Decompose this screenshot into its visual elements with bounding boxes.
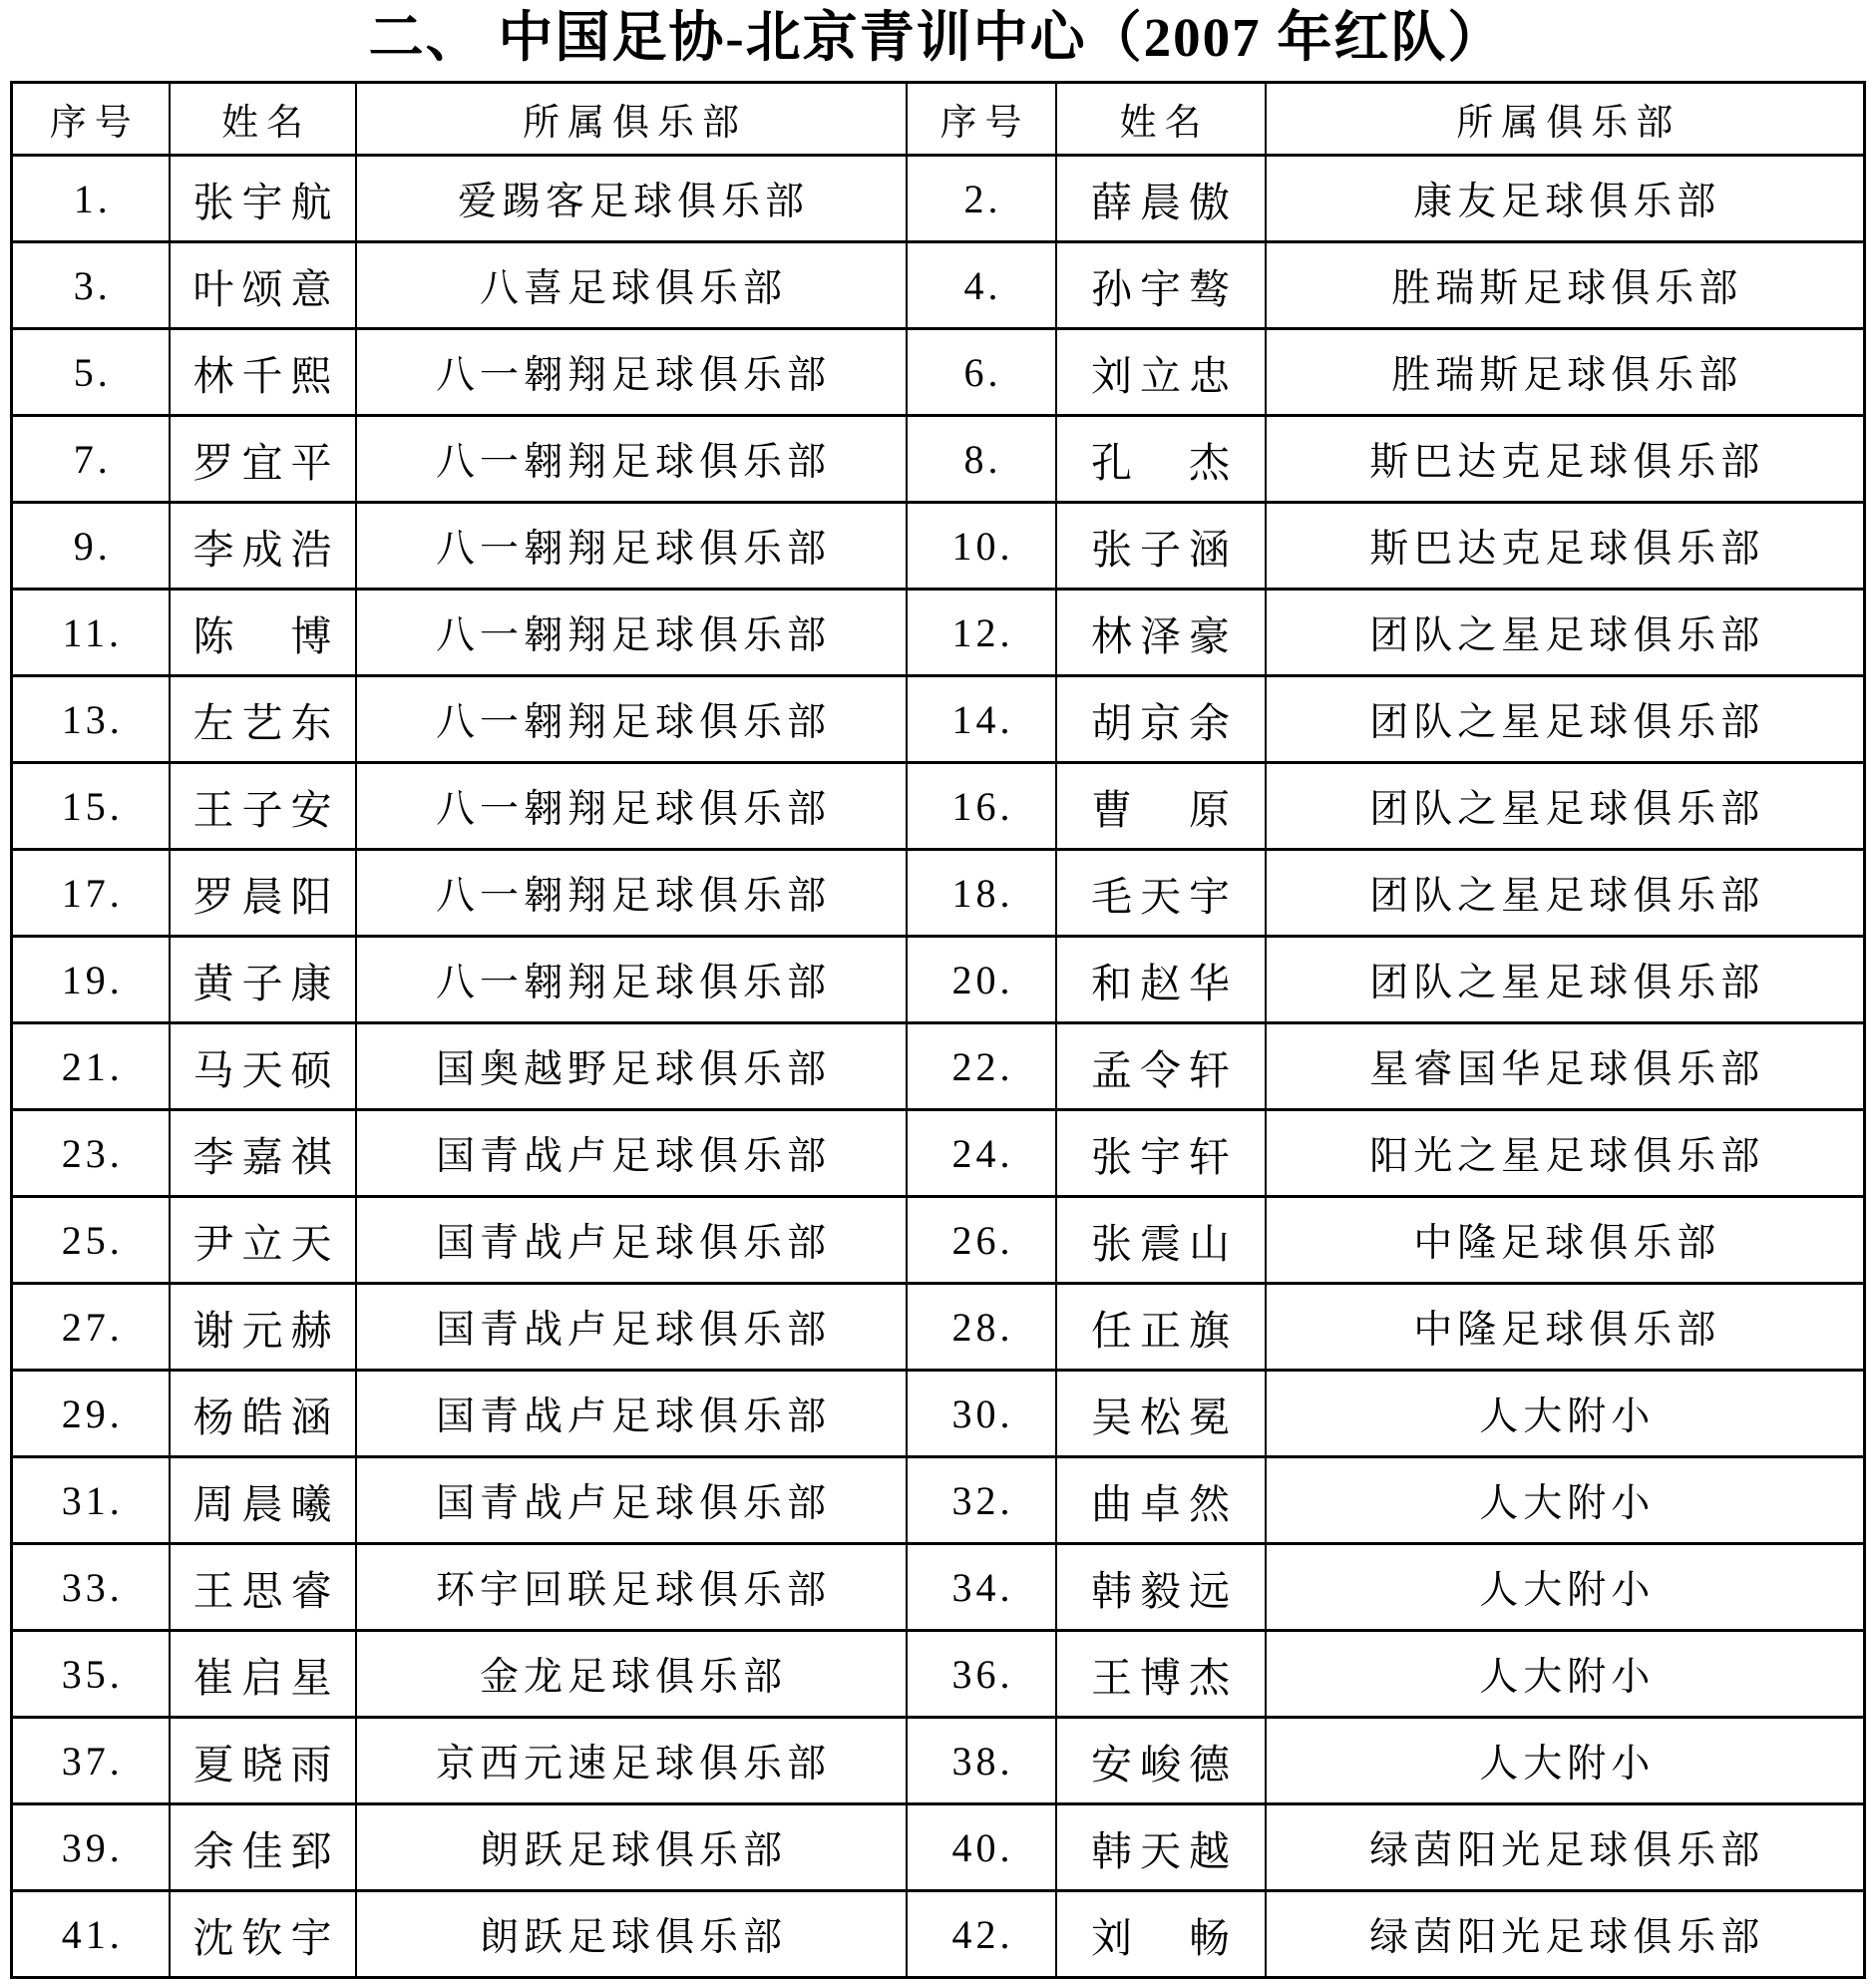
row-number-cell: 23. — [12, 1110, 170, 1197]
row-number-cell: 40. — [907, 1804, 1056, 1891]
table-row — [12, 1718, 1865, 1804]
club-name-cell: 阳光之星足球俱乐部 — [1266, 1110, 1865, 1197]
club-name-cell: 绿茵阳光足球俱乐部 — [1266, 1804, 1865, 1891]
roster-table — [10, 81, 1866, 1979]
club-name-cell: 斯巴达克足球俱乐部 — [1266, 416, 1865, 503]
player-name-cell: 孙宇骜 — [1056, 242, 1266, 329]
player-name-cell: 孟令轩 — [1056, 1023, 1266, 1110]
player-name-cell: 张宇轩 — [1056, 1110, 1266, 1197]
row-number-cell: 28. — [907, 1284, 1056, 1371]
row-number-cell: 2. — [907, 156, 1056, 242]
player-name-cell: 王博杰 — [1056, 1631, 1266, 1718]
table-row — [12, 937, 1865, 1023]
club-name-cell: 八一翱翔足球俱乐部 — [356, 590, 907, 676]
player-name-cell: 叶颂意 — [170, 242, 356, 329]
player-name-cell: 沈钦宇 — [170, 1891, 356, 1978]
header-row — [12, 83, 1865, 156]
row-number-cell: 42. — [907, 1891, 1056, 1978]
table-row — [12, 676, 1865, 763]
club-name-cell: 朗跃足球俱乐部 — [356, 1804, 907, 1891]
club-name-cell: 环宇回联足球俱乐部 — [356, 1544, 907, 1631]
table-row — [12, 329, 1865, 416]
club-name-cell: 京西元速足球俱乐部 — [356, 1718, 907, 1804]
player-name-cell: 安峻德 — [1056, 1718, 1266, 1804]
player-name-cell: 毛天宇 — [1056, 850, 1266, 937]
row-number-cell: 14. — [907, 676, 1056, 763]
row-number-cell: 7. — [12, 416, 170, 503]
table-row — [12, 1544, 1865, 1631]
club-name-cell: 团队之星足球俱乐部 — [1266, 763, 1865, 850]
row-number-cell: 9. — [12, 503, 170, 590]
player-name-cell: 马天硕 — [170, 1023, 356, 1110]
player-name-cell: 尹立天 — [170, 1197, 356, 1284]
row-number-cell: 21. — [12, 1023, 170, 1110]
table-row — [12, 156, 1865, 242]
club-name-cell: 国奥越野足球俱乐部 — [356, 1023, 907, 1110]
row-number-cell: 27. — [12, 1284, 170, 1371]
club-name-cell: 人大附小 — [1266, 1371, 1865, 1457]
table-row — [12, 1023, 1865, 1110]
player-name-cell: 杨皓涵 — [170, 1371, 356, 1457]
table-row — [12, 590, 1865, 676]
club-name-cell: 八一翱翔足球俱乐部 — [356, 676, 907, 763]
header-name-left: 姓名 — [170, 83, 356, 156]
player-name-cell: 林千熙 — [170, 329, 356, 416]
club-name-cell: 胜瑞斯足球俱乐部 — [1266, 242, 1865, 329]
roster-table-header — [12, 83, 1865, 156]
row-number-cell: 31. — [12, 1457, 170, 1544]
table-row — [12, 242, 1865, 329]
player-name-cell: 刘立忠 — [1056, 329, 1266, 416]
player-name-cell: 李嘉祺 — [170, 1110, 356, 1197]
player-name-cell: 周晨曦 — [170, 1457, 356, 1544]
row-number-cell: 25. — [12, 1197, 170, 1284]
club-name-cell: 爱踢客足球俱乐部 — [356, 156, 907, 242]
club-name-cell: 八一翱翔足球俱乐部 — [356, 763, 907, 850]
row-number-cell: 5. — [12, 329, 170, 416]
player-name-cell: 韩毅远 — [1056, 1544, 1266, 1631]
row-number-cell: 13. — [12, 676, 170, 763]
row-number-cell: 6. — [907, 329, 1056, 416]
player-name-cell: 左艺东 — [170, 676, 356, 763]
club-name-cell: 人大附小 — [1266, 1544, 1865, 1631]
club-name-cell: 康友足球俱乐部 — [1266, 156, 1865, 242]
player-name-cell: 陈 博 — [170, 590, 356, 676]
club-name-cell: 团队之星足球俱乐部 — [1266, 590, 1865, 676]
player-name-cell: 李成浩 — [170, 503, 356, 590]
player-name-cell: 余佳郅 — [170, 1804, 356, 1891]
row-number-cell: 35. — [12, 1631, 170, 1718]
table-row — [12, 1804, 1865, 1891]
row-number-cell: 38. — [907, 1718, 1056, 1804]
club-name-cell: 八一翱翔足球俱乐部 — [356, 503, 907, 590]
table-row — [12, 1631, 1865, 1718]
row-number-cell: 19. — [12, 937, 170, 1023]
club-name-cell: 人大附小 — [1266, 1631, 1865, 1718]
club-name-cell: 人大附小 — [1266, 1457, 1865, 1544]
club-name-cell: 八一翱翔足球俱乐部 — [356, 329, 907, 416]
player-name-cell: 张子涵 — [1056, 503, 1266, 590]
club-name-cell: 国青战卢足球俱乐部 — [356, 1457, 907, 1544]
club-name-cell: 八一翱翔足球俱乐部 — [356, 850, 907, 937]
row-number-cell: 30. — [907, 1371, 1056, 1457]
club-name-cell: 国青战卢足球俱乐部 — [356, 1371, 907, 1457]
table-row — [12, 416, 1865, 503]
club-name-cell: 朗跃足球俱乐部 — [356, 1891, 907, 1978]
table-row — [12, 850, 1865, 937]
club-name-cell: 中隆足球俱乐部 — [1266, 1284, 1865, 1371]
row-number-cell: 29. — [12, 1371, 170, 1457]
row-number-cell: 1. — [12, 156, 170, 242]
page-title: 二、 中国足协-北京青训中心（2007 年红队） — [368, 7, 1505, 68]
club-name-cell: 国青战卢足球俱乐部 — [356, 1284, 907, 1371]
player-name-cell: 林泽豪 — [1056, 590, 1266, 676]
player-name-cell: 夏晓雨 — [170, 1718, 356, 1804]
row-number-cell: 24. — [907, 1110, 1056, 1197]
table-row — [12, 1891, 1865, 1978]
player-name-cell: 韩天越 — [1056, 1804, 1266, 1891]
row-number-cell: 39. — [12, 1804, 170, 1891]
club-name-cell: 星睿国华足球俱乐部 — [1266, 1023, 1865, 1110]
player-name-cell: 胡京余 — [1056, 676, 1266, 763]
player-name-cell: 薛晨傲 — [1056, 156, 1266, 242]
table-row — [12, 1110, 1865, 1197]
player-name-cell: 吴松冕 — [1056, 1371, 1266, 1457]
table-row — [12, 763, 1865, 850]
player-name-cell: 曲卓然 — [1056, 1457, 1266, 1544]
player-name-cell: 谢元赫 — [170, 1284, 356, 1371]
document-page — [0, 6, 1873, 1979]
table-row — [12, 1371, 1865, 1457]
club-name-cell: 绿茵阳光足球俱乐部 — [1266, 1891, 1865, 1978]
player-name-cell: 曹 原 — [1056, 763, 1266, 850]
player-name-cell: 黄子康 — [170, 937, 356, 1023]
row-number-cell: 8. — [907, 416, 1056, 503]
club-name-cell: 团队之星足球俱乐部 — [1266, 937, 1865, 1023]
player-name-cell: 崔启星 — [170, 1631, 356, 1718]
player-name-cell: 王子安 — [170, 763, 356, 850]
row-number-cell: 18. — [907, 850, 1056, 937]
player-name-cell: 孔 杰 — [1056, 416, 1266, 503]
club-name-cell: 八一翱翔足球俱乐部 — [356, 416, 907, 503]
row-number-cell: 22. — [907, 1023, 1056, 1110]
row-number-cell: 41. — [12, 1891, 170, 1978]
header-number-right: 序号 — [907, 83, 1056, 156]
row-number-cell: 26. — [907, 1197, 1056, 1284]
player-name-cell: 罗宜平 — [170, 416, 356, 503]
club-name-cell: 中隆足球俱乐部 — [1266, 1197, 1865, 1284]
table-row — [12, 1197, 1865, 1284]
club-name-cell: 胜瑞斯足球俱乐部 — [1266, 329, 1865, 416]
row-number-cell: 3. — [12, 242, 170, 329]
row-number-cell: 37. — [12, 1718, 170, 1804]
club-name-cell: 金龙足球俱乐部 — [356, 1631, 907, 1718]
row-number-cell: 36. — [907, 1631, 1056, 1718]
club-name-cell: 国青战卢足球俱乐部 — [356, 1197, 907, 1284]
row-number-cell: 33. — [12, 1544, 170, 1631]
header-name-right: 姓名 — [1056, 83, 1266, 156]
player-name-cell: 罗晨阳 — [170, 850, 356, 937]
club-name-cell: 团队之星足球俱乐部 — [1266, 676, 1865, 763]
club-name-cell: 八喜足球俱乐部 — [356, 242, 907, 329]
club-name-cell: 八一翱翔足球俱乐部 — [356, 937, 907, 1023]
player-name-cell: 刘 畅 — [1056, 1891, 1266, 1978]
table-row — [12, 503, 1865, 590]
club-name-cell: 团队之星足球俱乐部 — [1266, 850, 1865, 937]
header-club-left: 所属俱乐部 — [356, 83, 907, 156]
player-name-cell: 张震山 — [1056, 1197, 1266, 1284]
player-name-cell: 任正旗 — [1056, 1284, 1266, 1371]
header-club-right: 所属俱乐部 — [1266, 83, 1865, 156]
row-number-cell: 12. — [907, 590, 1056, 676]
roster-table-body — [12, 156, 1865, 1978]
player-name-cell: 张宇航 — [170, 156, 356, 242]
row-number-cell: 17. — [12, 850, 170, 937]
player-name-cell: 和赵华 — [1056, 937, 1266, 1023]
player-name-cell: 王思睿 — [170, 1544, 356, 1631]
table-row — [12, 1284, 1865, 1371]
row-number-cell: 15. — [12, 763, 170, 850]
table-row — [12, 1457, 1865, 1544]
row-number-cell: 10. — [907, 503, 1056, 590]
row-number-cell: 34. — [907, 1544, 1056, 1631]
row-number-cell: 11. — [12, 590, 170, 676]
row-number-cell: 4. — [907, 242, 1056, 329]
row-number-cell: 20. — [907, 937, 1056, 1023]
club-name-cell: 人大附小 — [1266, 1718, 1865, 1804]
row-number-cell: 16. — [907, 763, 1056, 850]
row-number-cell: 32. — [907, 1457, 1056, 1544]
club-name-cell: 斯巴达克足球俱乐部 — [1266, 503, 1865, 590]
header-number-left: 序号 — [12, 83, 170, 156]
club-name-cell: 国青战卢足球俱乐部 — [356, 1110, 907, 1197]
